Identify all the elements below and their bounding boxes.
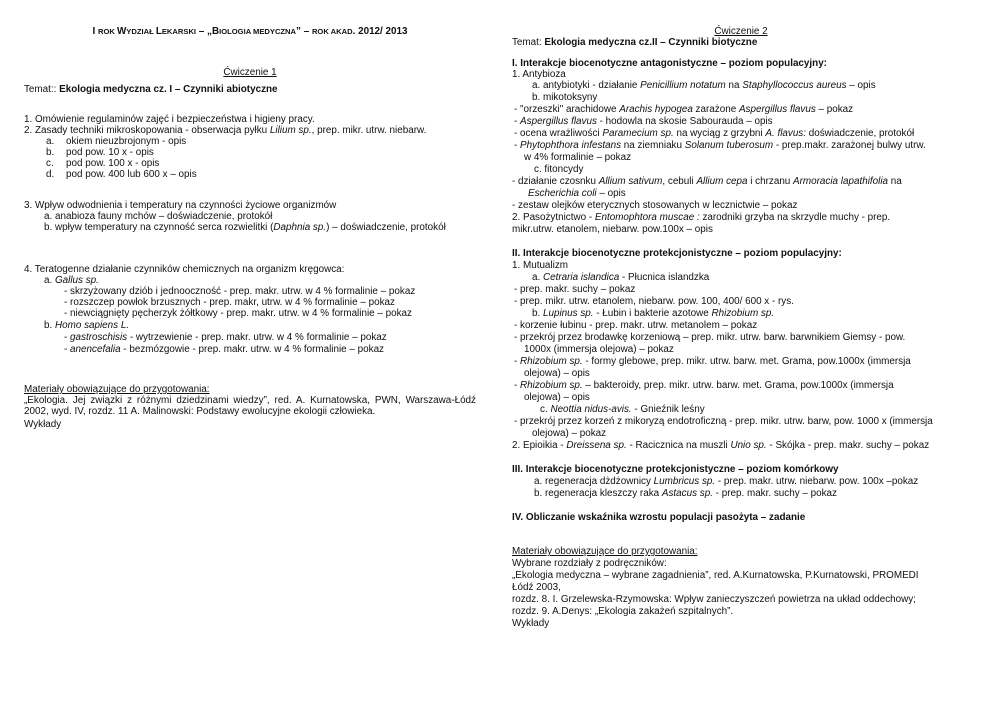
- materials-line: „Ekologia medyczna – wybrane zagadnienia”, red. A.Kurnatowska, P.Kurnatowski, PROMEDI: [512, 570, 919, 581]
- text-part: b. regeneracja kleszczy raka: [534, 488, 662, 499]
- header-part: ” –: [296, 26, 312, 37]
- s1-line: w 4% formalinie – pokaz: [524, 152, 632, 163]
- species-name: Staphyllococcus aureus: [742, 80, 847, 91]
- list-item-text: pod pow. 400 lub 600 x – opis: [66, 169, 197, 180]
- text-part: – bakteroidy, prep. mikr. utrw. barw. met. Grama, pow.1000x (immersja: [582, 380, 894, 391]
- text-part: na wyciąg z grzybni: [673, 128, 766, 139]
- section-2-title: II. Interakcje biocenotyczne protekcjonistyczne – poziom populacyjny:: [512, 248, 842, 259]
- topic-text: Ekologia medyczna cz. I – Czynniki abiotyczne: [59, 84, 278, 95]
- s1-line: [514, 140, 926, 151]
- item-2-sub: [46, 158, 159, 169]
- species-name: Allium cepa: [696, 176, 748, 187]
- s2-line: [514, 356, 911, 367]
- item-2-sub: [46, 136, 186, 147]
- section-1-title: I. Interakcje biocenotyczne antagonistyczne – poziom populacyjny:: [512, 58, 827, 69]
- text-part: -: [514, 140, 521, 151]
- text-part: – opis: [596, 188, 626, 199]
- materials-line: rozdz. 8. I. Grzelewska-Rzymowska: Wpływ zanieczyszczeń powietrza na układ oddechowy;: [512, 594, 916, 605]
- text-part: - hodowla na skosie Sabourauda – opis: [596, 116, 773, 127]
- text-part: zarażone: [692, 104, 739, 115]
- species-name: Cetraria islandica: [542, 272, 620, 283]
- s2-line: - prep. makr. suchy – pokaz: [514, 284, 636, 295]
- materials-title: Materiały obowiązujące do przygotowania:: [512, 546, 698, 557]
- text-part: 2. Pasożytnictwo -: [512, 212, 595, 223]
- text-part: ) – doświadczenie, protokół: [326, 222, 446, 233]
- exercise-2-topic: [512, 37, 757, 48]
- species-name: Rhizobium sp.: [520, 356, 583, 367]
- text-part: -: [514, 356, 521, 367]
- text-part: b. wpływ temperatury na czynność serca rozwielitki (: [44, 222, 274, 233]
- topic-prefix: Temat:: [512, 37, 545, 48]
- s2-line: 1000x (immersja olejowa) – pokaz: [524, 344, 674, 355]
- text-part: - Gnieźnik leśny: [631, 404, 705, 415]
- text-part: -: [514, 116, 521, 127]
- species-name: A. flavus:: [765, 128, 806, 139]
- exercise-2-title: Ćwiczenie 2: [714, 26, 768, 37]
- species-name: Escherichia coli: [528, 188, 597, 199]
- materials-line: rozdz. 9. A.Denys: „Ekologia zakażeń szpitalnych”.: [512, 606, 734, 617]
- s3-item-b: [534, 488, 837, 499]
- text-part: - działanie czosnku: [512, 176, 599, 187]
- exercise-1-topic: [24, 84, 278, 95]
- topic-text: Ekologia medyczna cz.II – Czynniki biotyczne: [544, 37, 758, 48]
- text-part: b.: [532, 308, 543, 319]
- s1-item-2: [512, 212, 890, 223]
- exercise-1-title: Ćwiczenie 1: [223, 67, 277, 78]
- species-name: Lilium sp.: [269, 125, 312, 136]
- text-part: a.: [44, 275, 55, 286]
- list-marker: a.: [46, 136, 55, 147]
- s1-line: [514, 104, 853, 115]
- lectures: Wykłady: [512, 618, 550, 629]
- item-3: 3. Wpływ odwodnienia i temperatury na czynności życiowe organizmów: [24, 200, 337, 211]
- s2-item-1a: [532, 272, 709, 283]
- text-part: - Skójka - prep. makr. suchy – pokaz: [766, 440, 930, 451]
- item-4a-3: - niewciągnięty pęcherzyk żółtkowy - prep. makr. utrw. w 4 % formalinie – pokaz: [64, 308, 412, 319]
- header-part: ROK AKAD: [311, 27, 353, 36]
- materials-title: Materiały obowiązujące do przygotowania:: [24, 384, 210, 395]
- item-4b-2: [64, 344, 384, 355]
- species-name: Arachis hypogea: [619, 104, 693, 115]
- text-part: na ziemniaku: [621, 140, 685, 151]
- section-4-title: IV. Obliczanie wskaźnika wzrostu populacji pasożyta – zadanie: [512, 512, 806, 523]
- topic-prefix: Temat::: [24, 84, 60, 95]
- item-4a: [44, 275, 99, 286]
- species-name: Paramecium sp.: [602, 128, 674, 139]
- species-name: Lumbricus sp.: [653, 476, 716, 487]
- text-part: , cebuli: [662, 176, 697, 187]
- text-part: - "orzeszki" arachidowe: [514, 104, 620, 115]
- section-3-title: III. Interakcje biocenotyczne protekcjonistyczne – poziom komórkowy: [512, 464, 839, 475]
- species-name: Neottia nidus-avis.: [550, 404, 632, 415]
- list-item-text: okiem nieuzbrojonym - opis: [66, 136, 187, 147]
- item-4: 4. Teratogenne działanie czynników chemicznych na organizm kręgowca:: [24, 264, 345, 275]
- text-part: 2. Epioikia -: [512, 440, 567, 451]
- text-part: - wytrzewienie - prep. makr. utrw. w 4 % formalinie – pokaz: [127, 332, 387, 343]
- s1-line: [512, 176, 902, 187]
- species-name: Aspergillus flavus: [738, 104, 816, 115]
- item-3b: [44, 222, 472, 233]
- text-part: a. regeneracja dżdżownicy: [534, 476, 654, 487]
- materials-text: „Ekologia. Jej związki z różnymi dziedzinami wiedzy”, red. A. Kurnatowska, PWN, Warszawa-Łódź 2002, wyd. IV, rozdz. 11 A. Malinowski: Podstawy ewolucyjne ekologii człowieka.: [24, 395, 476, 417]
- species-name: Astacus sp.: [661, 488, 713, 499]
- header-part: IOLOGIA MEDYCZNA: [219, 27, 297, 36]
- text-part: - prep.makr. zarażonej bulwy utrw.: [773, 140, 926, 151]
- s1-line: [514, 116, 773, 127]
- text-part: c.: [540, 404, 551, 415]
- species-name: Unio sp.: [730, 440, 767, 451]
- s3-item-a: [534, 476, 918, 487]
- list-marker: c.: [46, 158, 54, 169]
- s2-item-2: [512, 440, 929, 451]
- text-part: - prep. makr. suchy – pokaz: [712, 488, 837, 499]
- header-part: L: [155, 26, 162, 37]
- text-part: - Łubin i bakterie azotowe: [593, 308, 712, 319]
- text-part: - Płucnica islandzka: [619, 272, 710, 283]
- text-part: i chrzanu: [747, 176, 794, 187]
- s2-item-1: 1. Mutualizm: [512, 260, 568, 271]
- s2-line: [514, 380, 894, 391]
- species-name: Rhizobium sp.: [711, 308, 775, 319]
- materials-line: Łódź 2003,: [512, 582, 561, 593]
- item-4a-2: - rozszczep powłok brzusznych - prep. makr, utrw. w 4 % formalinie – pokaz: [64, 297, 395, 308]
- s1-line: - zestaw olejków eterycznych stosowanych w lecznictwie – pokaz: [512, 200, 798, 211]
- item-4a-1: - skrzyżowany dziób i jednooczność - prep. makr. utrw. w 4 % formalinie – pokaz: [64, 286, 416, 297]
- list-marker: b.: [46, 147, 55, 158]
- text-part: -: [514, 380, 521, 391]
- list-marker: d.: [46, 169, 55, 180]
- header-part: YDZIAŁ: [126, 27, 156, 36]
- item-2-sub: [46, 147, 154, 158]
- list-item-text: pod pow. 10 x - opis: [66, 147, 154, 158]
- text-part: -: [64, 332, 71, 343]
- s1-item-1a: [532, 80, 876, 91]
- header-part: EKARSKI: [161, 27, 197, 36]
- lectures: Wykłady: [24, 419, 62, 430]
- s2-item-1b: [532, 308, 774, 319]
- s2-line: olejowa) – opis: [524, 392, 590, 403]
- species-name: Penicillium notatum: [640, 80, 726, 91]
- text-part: a.: [532, 272, 543, 283]
- s2-line: - prep. mikr. utrw. etanolem, niebarw. pow. 100, 400/ 600 x - rys.: [514, 296, 794, 307]
- species-name: Homo sapiens L.: [54, 320, 130, 331]
- s2-item-1c: [540, 404, 705, 415]
- text-part: a. antybiotyki - działanie: [532, 80, 641, 91]
- text-part: , prep. mikr. utrw. niebarw.: [311, 125, 427, 136]
- item-1: 1. Omówienie regulaminów zajęć i bezpieczeństwa i higieny pracy.: [24, 114, 315, 125]
- text-part: na: [888, 176, 902, 187]
- course-header: [24, 26, 476, 37]
- text-part: - ocena wrażliwości: [514, 128, 603, 139]
- header-part: W: [116, 26, 127, 37]
- text-part: na: [725, 80, 743, 91]
- text-part: b.: [44, 320, 55, 331]
- text-part: doświadczenie, protokół: [806, 128, 915, 139]
- header-part: ROK: [97, 27, 117, 36]
- species-name: Aspergillus flavus: [520, 116, 597, 127]
- species-name: Solanum tuberosum: [684, 140, 774, 151]
- text-part: - formy glebowe, prep. mikr. utrw. barw. met. Grama, pow.1000x (immersja: [582, 356, 911, 367]
- item-2-sub: [46, 169, 197, 180]
- header-part: . 2012/ 2013: [352, 26, 408, 37]
- term: anencefalia: [70, 344, 121, 355]
- text-part: zarodniki grzyba na skrzydle muchy - prep.: [699, 212, 891, 223]
- species-name: Daphnia sp.: [273, 222, 327, 233]
- text-part: - bezmózgowie - prep. makr. utrw. w 4 % formalinie – pokaz: [120, 344, 384, 355]
- text-part: - Racicznica na muszli: [626, 440, 731, 451]
- species-name: Rhizobium sp.: [520, 380, 583, 391]
- s2-line: - przekrój przez brodawkę korzeniową – prep. mikr. utrw. barw. barwnikiem Giemsy - pow.: [514, 332, 906, 343]
- species-name: Gallus sp.: [54, 275, 99, 286]
- text-part: – opis: [846, 80, 876, 91]
- item-4b-1: [64, 332, 387, 343]
- s1-line: [514, 128, 914, 139]
- s1-item-1: 1. Antybioza: [512, 69, 566, 80]
- text-part: -: [64, 344, 71, 355]
- text-part: 2. Zasady techniki mikroskopowania - obserwacja pyłku: [24, 125, 270, 136]
- s1-item-1c: c. fitoncydy: [534, 164, 584, 175]
- species-name: Dreissena sp.: [566, 440, 627, 451]
- term: gastroschisis: [70, 332, 128, 343]
- materials-line: Wybrane rozdziały z podręczników:: [512, 558, 667, 569]
- text-part: - prep. makr. utrw. niebarw. pow. 100x –pokaz: [715, 476, 919, 487]
- header-part: B: [211, 26, 220, 37]
- species-name: Lupinus sp.: [542, 308, 594, 319]
- s1-line: [528, 188, 626, 199]
- header-part: – „: [196, 26, 212, 37]
- list-item-text: pod pow. 100 x - opis: [66, 158, 160, 169]
- s1-item-1b: b. mikotoksyny: [532, 92, 598, 103]
- item-3a: a. anabioza fauny mchów – doświadczenie, protokół: [44, 211, 273, 222]
- species-name: Entomophtora muscae :: [594, 212, 700, 223]
- header-part: I: [92, 26, 98, 37]
- item-4b: [44, 320, 129, 331]
- s2-line: olejowa) – pokaz: [532, 428, 607, 439]
- s1-line: mikr.utrw. etanolem, niebarw. pow.100x – opis: [512, 224, 713, 235]
- species-name: Allium sativum: [598, 176, 663, 187]
- s2-line: - przekrój przez korzeń z mikoryzą endotroficzną - prep. mikr. utrw. barw, pow. 1000 x (immersja: [514, 416, 933, 427]
- species-name: Armoracia lapathifolia: [793, 176, 889, 187]
- s2-line: - korzenie łubinu - prep. makr. utrw. metanolem – pokaz: [514, 320, 758, 331]
- text-part: – pokaz: [815, 104, 854, 115]
- item-2: [24, 125, 426, 136]
- s2-line: olejowa) – opis: [524, 368, 590, 379]
- species-name: Phytophthora infestans: [520, 140, 622, 151]
